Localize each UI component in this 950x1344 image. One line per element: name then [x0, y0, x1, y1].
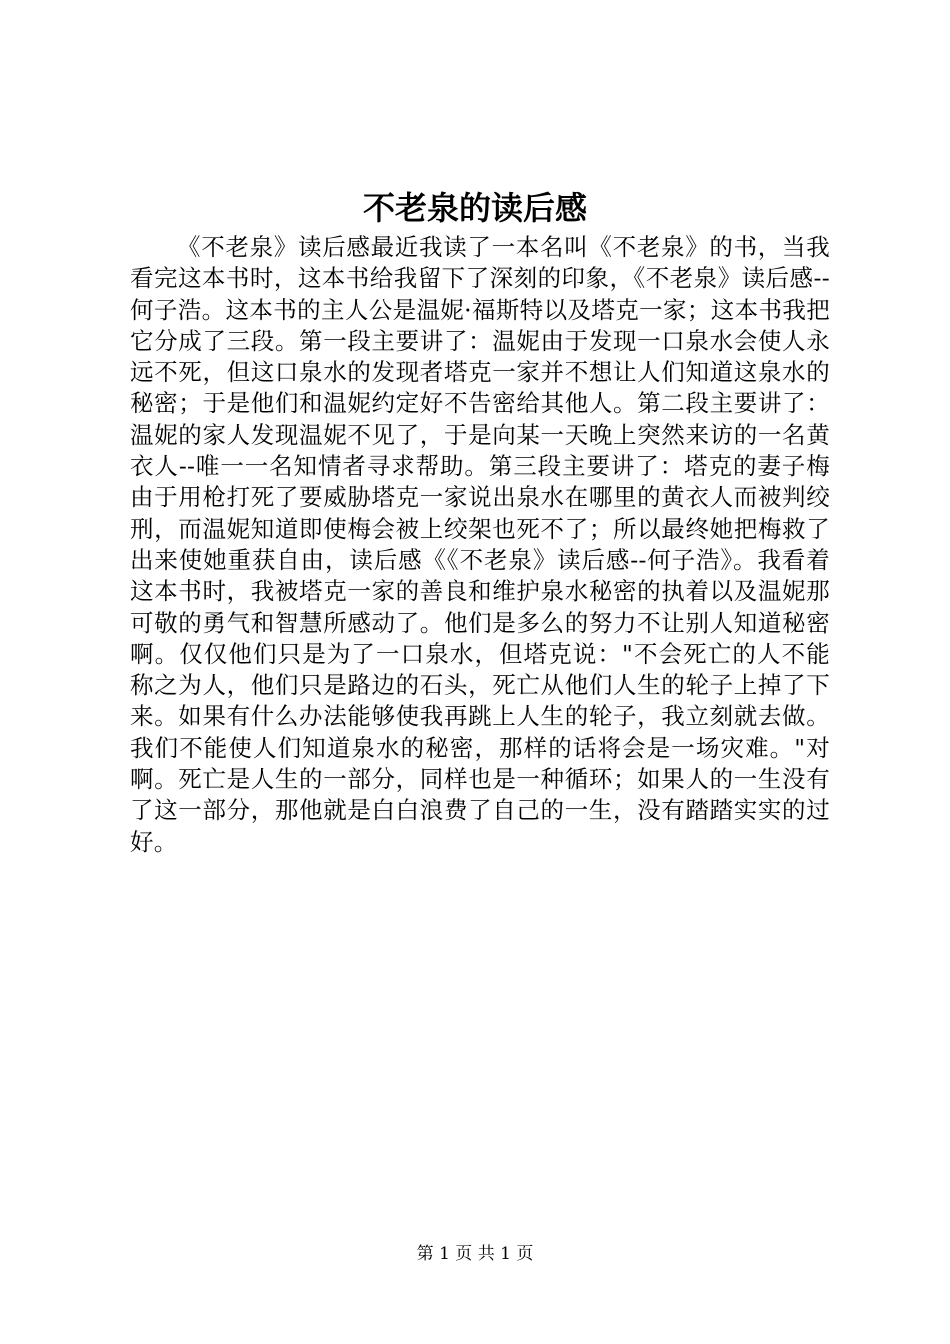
document-body: 《不老泉》读后感最近我读了一本名叫《不老泉》的书，当我看完这本书时，这本书给我留下了深刻的印象，《不老泉》读后感--何子浩。这本书的主人公是温妮·福斯特以及塔克一家；这本书我把它分成了三段。第一段主要讲了：温妮由于发现一口泉水会使人永远不死，但这口泉水的发现者塔克一家并不想让人们知道这泉水的秘密；于是他们和温妮约定好不告密给其他人。第二段主要讲了：温妮的家人发现温妮不见了，于是向某一天晚上突然来访的一名黄衣人--唯一一名知情者寻求帮助。第三段主要讲了：塔克的妻子梅由于用枪打死了要威胁塔克一家说出泉水在哪里的黄衣人而被判绞刑，而温妮知道即使梅会被上绞架也死不了；所以最终她把梅救了出来使她重获自由，读后感《《不老泉》读后感--何子浩》。我看着这本书时，我被塔克一家的善良和维护泉水秘密的执着以及温妮那可敬的勇气和智慧所感动了。他们是多么的努力不让别人知道秘密啊。仅仅他们只是为了一口泉水，但塔克说："不会死亡的人不能称之为人，他们只是路边的石头，死亡从他们人生的轮子上掉了下来。如果有什么办法能够使我再跳上人生的轮子，我立刻就去做。我们不能使人们知道泉水的秘密，那样的话将会是一场灾难。"对啊。死亡是人生的一部分，同样也是一种循环；如果人的一生没有了这一部分，那他就是白白浪费了自己的一生，没有踏踏实实的过好。: [130, 233, 830, 856]
document-title: 不老泉的读后感: [362, 189, 587, 227]
page-footer: 第 1 页 共 1 页: [416, 1244, 534, 1264]
